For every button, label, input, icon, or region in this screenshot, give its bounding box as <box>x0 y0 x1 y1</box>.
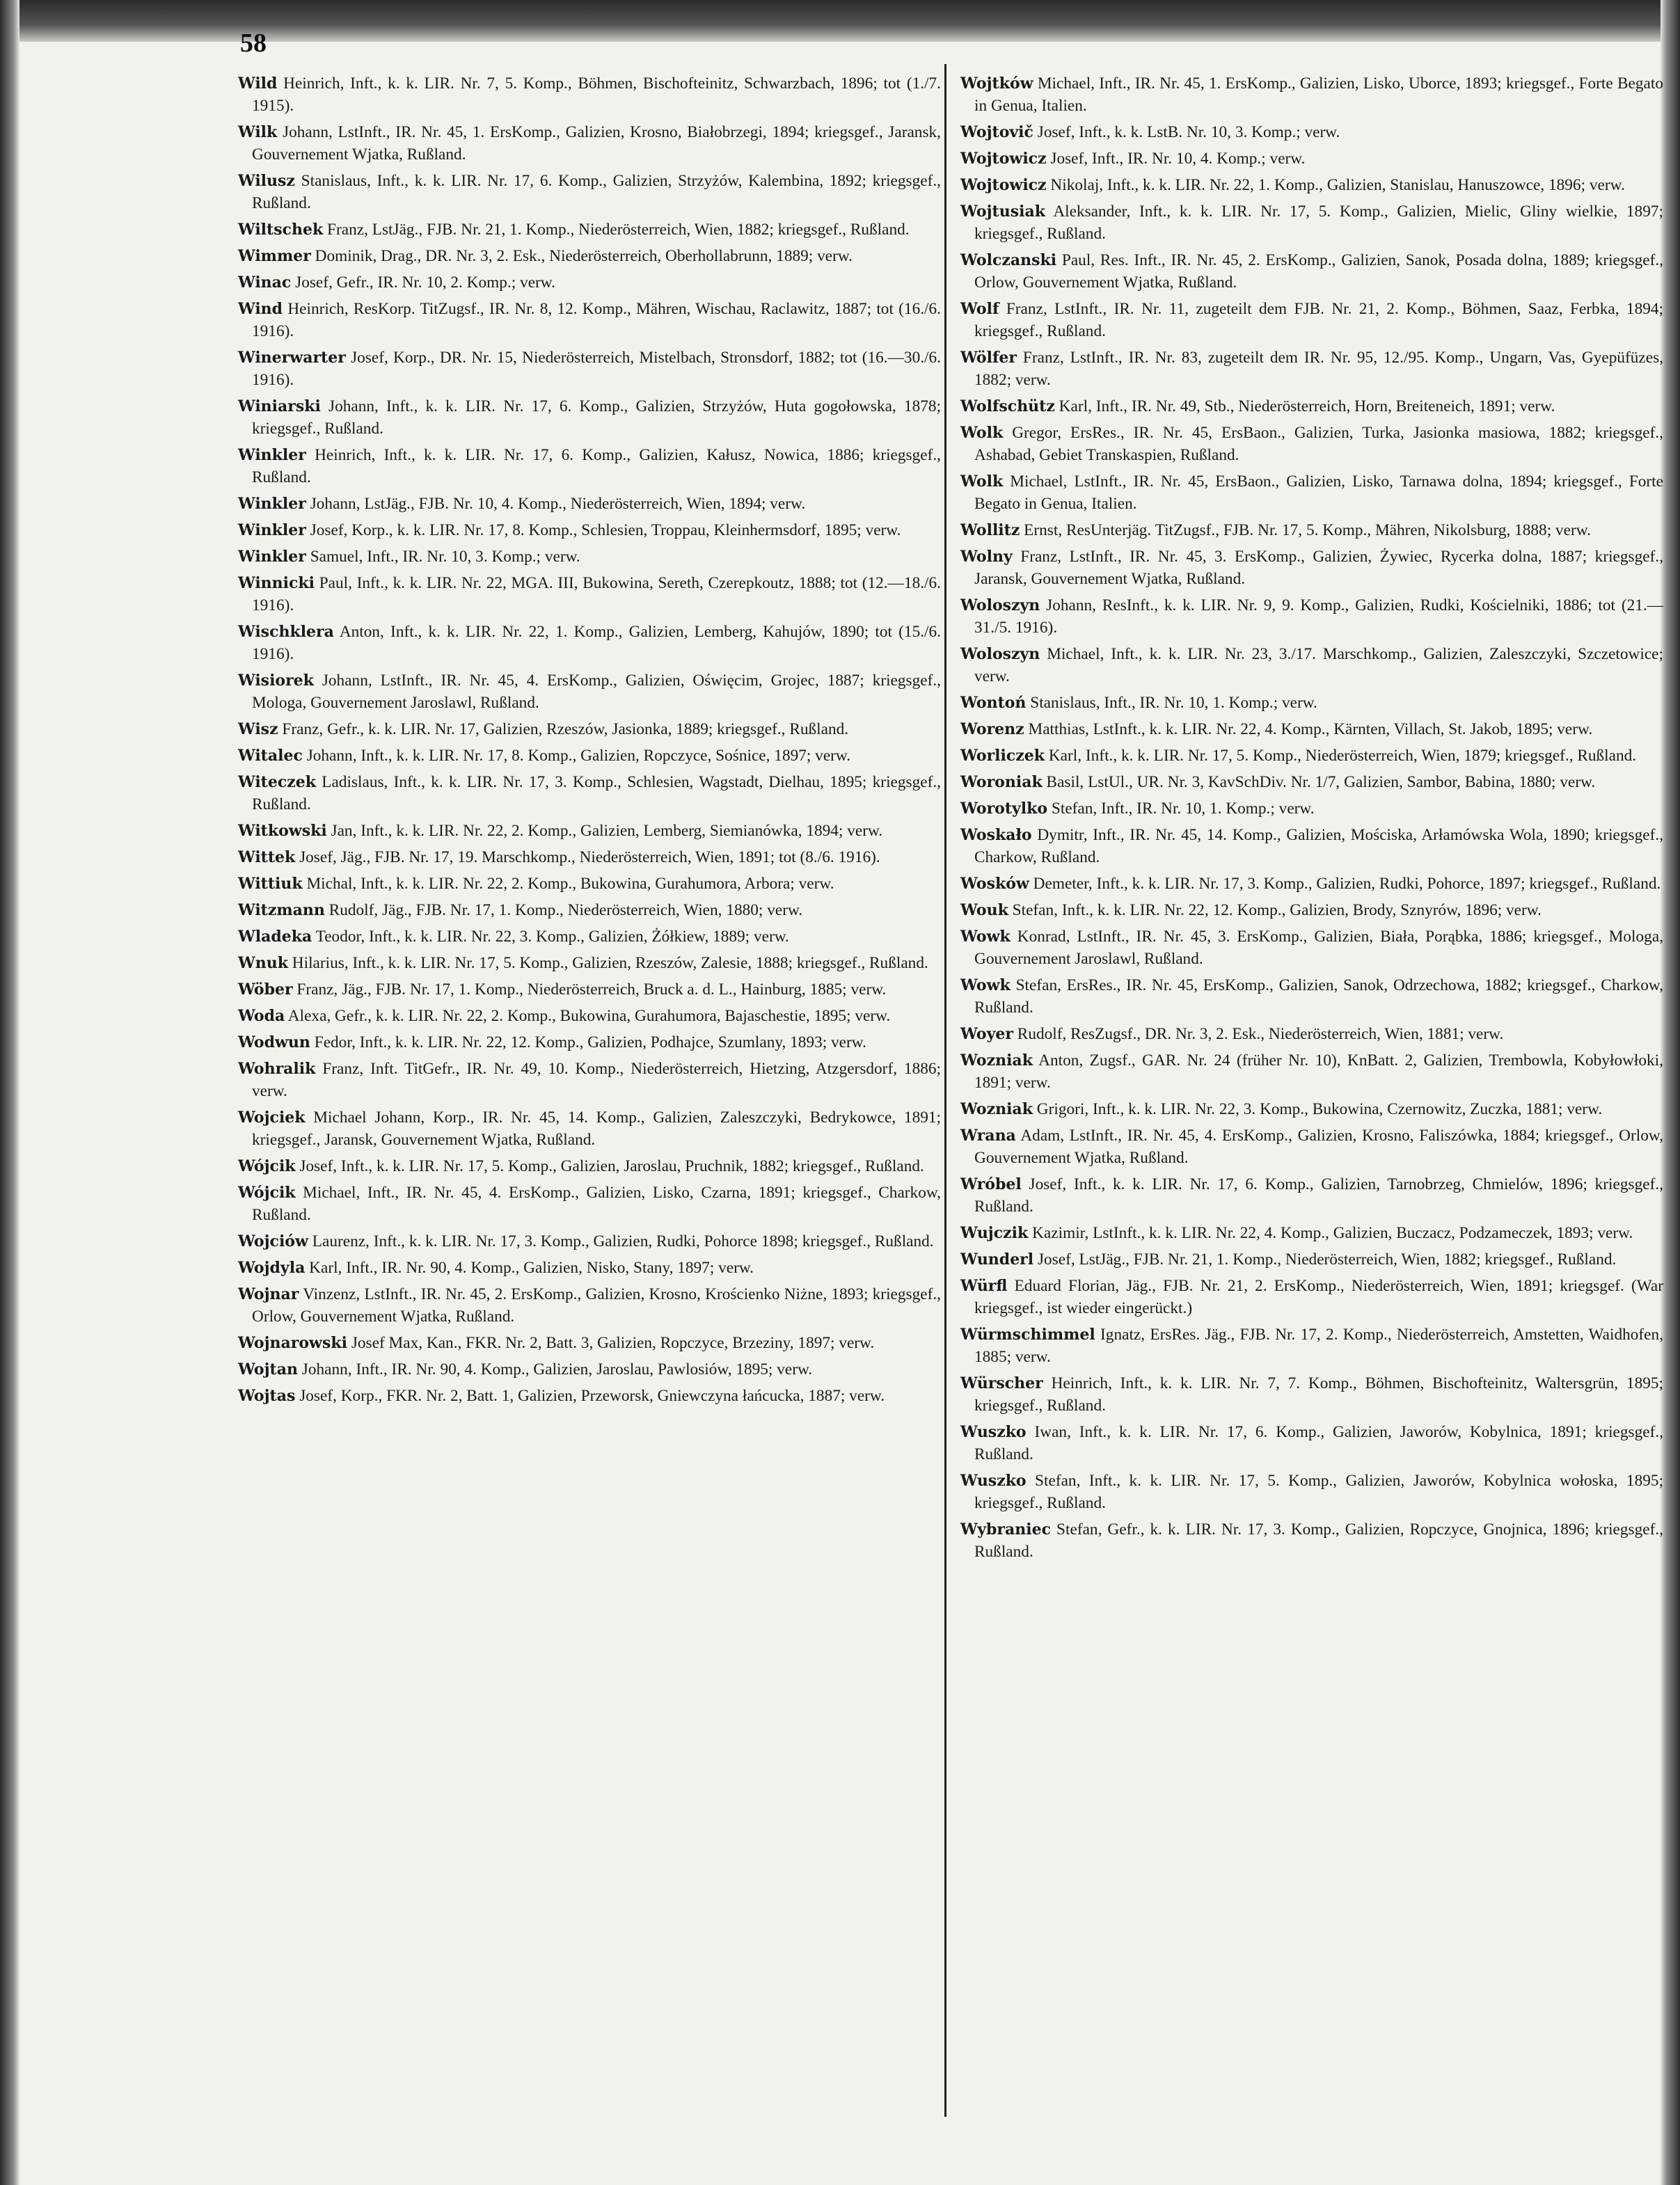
entry-details: Grigori, Inft., k. k. LIR. Nr. 22, 3. Komp., Bukowina, Czernowitz, Zuczka, 1881; verw. <box>1036 1100 1603 1118</box>
entry-details: Josef, Korp., k. k. LIR. Nr. 17, 8. Komp., Schlesien, Troppau, Kleinhermsdorf, 1895; verw. <box>310 521 901 539</box>
entry-surname: Winiarski <box>238 397 321 415</box>
list-entry <box>238 519 941 541</box>
entry-surname: Wojtas <box>238 1387 296 1405</box>
entry-surname: Witeczek <box>238 773 316 791</box>
entry-surname: Wojdyla <box>238 1259 306 1277</box>
entry-details: Heinrich, Inft., k. k. LIR. Nr. 7, 7. Komp., Böhmen, Bischofteinitz, Waltersgrün, 1895; kriegsgef., Rußland. <box>974 1374 1663 1415</box>
entry-details: Heinrich, Inft., k. k. LIR. Nr. 17, 6. Komp., Galizien, Kałusz, Nowica, 1886; kriegsgef., Rußland. <box>252 446 942 486</box>
entry-details: Josef, Gefr., IR. Nr. 10, 2. Komp.; verw. <box>295 273 555 292</box>
entry-details: Ernst, ResUnterjäg. TitZugsf., FJB. Nr. 17, 5. Komp., Mähren, Nikolsburg, 1888; verw. <box>1024 521 1591 539</box>
list-entry <box>238 121 941 166</box>
entry-surname: Wolf <box>960 300 999 318</box>
entry-surname: Wowk <box>960 928 1011 946</box>
list-entry <box>238 444 941 488</box>
list-entry <box>238 1332 941 1354</box>
list-entry <box>960 824 1663 868</box>
entry-surname: Wojnar <box>238 1285 299 1303</box>
list-entry <box>960 974 1663 1019</box>
entry-details: Heinrich, Inft., k. k. LIR. Nr. 7, 5. Komp., Böhmen, Bischofteinitz, Schwarzbach, 1896; tot (1./7. 1915). <box>252 74 942 115</box>
list-entry <box>960 899 1663 921</box>
entry-details: Hilarius, Inft., k. k. LIR. Nr. 17, 5. Komp., Galizien, Rzeszów, Zalesie, 1888; kriegsgef., Rußland. <box>292 954 928 972</box>
entry-surname: Wojtovič <box>960 123 1033 141</box>
list-entry <box>238 546 941 568</box>
entry-surname: Witkowski <box>238 822 327 840</box>
list-entry <box>960 1125 1663 1169</box>
entry-details: Josef, Korp., FKR. Nr. 2, Batt. 1, Galizien, Przeworsk, Gniewczyna łańcucka, 1887; verw. <box>299 1387 885 1405</box>
entry-details: Paul, Inft., k. k. LIR. Nr. 22, MGA. III, Bukowina, Sereth, Czerepkoutz, 1888; tot (12.—18./6. 1916). <box>252 574 941 614</box>
entry-surname: Wojciek <box>238 1109 306 1127</box>
entry-surname: Wolk <box>960 424 1004 442</box>
list-entry <box>960 771 1663 793</box>
list-entry <box>960 546 1663 590</box>
entry-details: Demeter, Inft., k. k. LIR. Nr. 17, 3. Komp., Galizien, Rudki, Pohorce, 1897; kriegsgef., Rußland. <box>1033 875 1661 893</box>
entry-surname: Wollitz <box>960 521 1020 539</box>
scan-border-right <box>1661 0 1680 2185</box>
list-entry <box>960 594 1663 639</box>
list-entry <box>960 148 1663 170</box>
entry-surname: Worotylko <box>960 800 1048 818</box>
entry-surname: Worenz <box>960 720 1024 738</box>
list-entry <box>960 470 1663 515</box>
list-entry <box>960 1324 1663 1368</box>
entry-details: Konrad, LstInft., IR. Nr. 45, 3. ErsKomp., Galizien, Biała, Porąbka, 1886; kriegsgef., Mologa, Gouvernement Jaroslawl, Rußland. <box>974 928 1663 968</box>
list-entry <box>238 1385 941 1407</box>
right-column <box>960 72 1663 1567</box>
entry-surname: Wojtusiak <box>960 202 1045 221</box>
entry-details: Franz, Jäg., FJB. Nr. 17, 1. Komp., Niederösterreich, Bruck a. d. L., Hainburg, 1885; verw. <box>296 980 887 999</box>
entry-details: Ignatz, ErsRes. Jäg., FJB. Nr. 17, 2. Komp., Niederösterreich, Amstetten, Waidhofen, 1885; verw. <box>974 1326 1663 1366</box>
entry-surname: Woda <box>238 1007 285 1025</box>
entry-details: Johann, Inft., k. k. LIR. Nr. 17, 6. Komp., Galizien, Strzyżów, Huta gogołowska, 1878; kriegsgef., Rußland. <box>252 397 941 438</box>
list-entry <box>960 745 1663 767</box>
entry-details: Josef, Jäg., FJB. Nr. 17, 19. Marschkomp., Niederösterreich, Wien, 1891; tot (8./6. 1916). <box>299 848 880 866</box>
list-entry <box>238 1230 941 1253</box>
entry-details: Franz, Gefr., k. k. LIR. Nr. 17, Galizien, Rzeszów, Jasionka, 1889; kriegsgef., Rußland. <box>282 720 849 738</box>
entry-details: Iwan, Inft., k. k. LIR. Nr. 17, 6. Komp., Galizien, Jaworów, Kobylnica, 1891; kriegsgef., Rußland. <box>974 1423 1664 1463</box>
entry-surname: Winerwarter <box>238 349 346 367</box>
list-entry <box>960 1098 1663 1120</box>
entry-surname: Wnuk <box>238 954 288 972</box>
entry-surname: Wybraniec <box>960 1520 1051 1539</box>
entry-surname: Wunderl <box>960 1250 1034 1269</box>
entry-details: Basil, LstUl., UR. Nr. 3, KavSchDiv. Nr. 1/7, Galizien, Sambor, Babina, 1880; verw. <box>1046 773 1596 791</box>
list-entry <box>960 1222 1663 1244</box>
entry-details: Franz, LstJäg., FJB. Nr. 21, 1. Komp., Niederösterreich, Wien, 1882; kriegsgef., Rußland. <box>327 221 910 239</box>
entry-surname: Wojciów <box>238 1232 308 1250</box>
entry-details: Franz, LstInft., IR. Nr. 83, zugeteilt dem IR. Nr. 95, 12./95. Komp., Ungarn, Vas, Gyepüfüzes, 1882; verw. <box>974 349 1663 389</box>
scan-border-left <box>0 0 19 2185</box>
entry-details: Franz, Inft. TitGefr., IR. Nr. 49, 10. Komp., Niederösterreich, Hietzing, Atzgersdorf, 1886; verw. <box>252 1060 942 1100</box>
entry-details: Josef, Inft., k. k. LIR. Nr. 17, 5. Komp., Galizien, Jaroslau, Pruchnik, 1882; kriegsgef., Rußland. <box>299 1157 924 1175</box>
list-entry <box>960 718 1663 740</box>
entry-details: Karl, Inft., IR. Nr. 90, 4. Komp., Galizien, Nisko, Stany, 1897; verw. <box>309 1259 754 1277</box>
entry-details: Josef, Inft., IR. Nr. 10, 4. Komp.; verw. <box>1050 150 1306 168</box>
list-entry <box>960 519 1663 541</box>
entry-details: Paul, Res. Inft., IR. Nr. 45, 2. ErsKomp., Galizien, Sanok, Posada dolna, 1889; kriegsgef., Orlow, Gouvernement Wjatka, Rußland. <box>974 251 1663 292</box>
entry-surname: Winnicki <box>238 574 315 592</box>
list-entry <box>960 121 1663 143</box>
list-entry <box>238 1358 941 1381</box>
list-entry <box>238 395 941 440</box>
list-entry <box>960 200 1663 245</box>
list-entry <box>238 846 941 868</box>
list-entry <box>238 1257 941 1279</box>
entry-details: Stefan, Inft., k. k. LIR. Nr. 17, 5. Komp., Galizien, Jaworów, Kobylnica wołoska, 1895; kriegsgef., Rußland. <box>974 1472 1663 1512</box>
entry-surname: Wowk <box>960 976 1011 994</box>
entry-surname: Wladeka <box>238 928 312 946</box>
list-entry <box>960 873 1663 895</box>
entry-details: Johann, Inft., k. k. LIR. Nr. 17, 8. Komp., Galizien, Ropczyce, Sośnice, 1897; verw. <box>306 747 851 765</box>
entry-surname: Wontoń <box>960 694 1027 712</box>
entry-surname: Wolczanski <box>960 251 1057 269</box>
entry-details: Teodor, Inft., k. k. LIR. Nr. 22, 3. Komp., Galizien, Żółkiew, 1889; verw. <box>315 928 789 946</box>
list-entry <box>238 1106 941 1151</box>
list-entry <box>960 1275 1663 1319</box>
entry-details: Michael, LstInft., IR. Nr. 45, ErsBaon., Galizien, Lisko, Tarnawa dolna, 1894; kriegsgef., Forte Begato in Genua, Italien. <box>974 472 1663 513</box>
entry-surname: Wouk <box>960 901 1008 919</box>
entry-surname: Wojtków <box>960 74 1033 93</box>
entry-surname: Wittek <box>238 848 296 866</box>
list-entry <box>960 395 1663 418</box>
entry-surname: Wittiuk <box>238 875 303 893</box>
column-divider <box>944 64 946 2117</box>
list-entry <box>238 952 941 974</box>
entry-details: Johann, ResInft., k. k. LIR. Nr. 9, 9. Komp., Galizien, Rudki, Kościelniki, 1886; tot (21.—31./5. 1916). <box>974 596 1663 637</box>
entry-details: Karl, Inft., IR. Nr. 49, Stb., Niederösterreich, Horn, Breiteneich, 1891; verw. <box>1059 397 1555 415</box>
list-entry <box>960 1049 1663 1094</box>
entry-details: Josef, Korp., DR. Nr. 15, Niederösterreich, Mistelbach, Stronsdorf, 1882; tot (16.—30./6. 1916). <box>252 349 941 389</box>
entry-details: Vinzenz, LstInft., IR. Nr. 45, 2. ErsKomp., Galizien, Krosno, Krościenko Niżne, 1893; kriegsgef., Orlow, Gouvernement Wjatka, Rußland. <box>252 1285 941 1326</box>
list-entry <box>238 245 941 267</box>
entry-surname: Wuszko <box>960 1472 1027 1490</box>
list-entry <box>238 925 941 948</box>
entry-surname: Wodwun <box>238 1033 310 1051</box>
list-entry <box>238 873 941 895</box>
entry-surname: Wimmer <box>238 247 311 265</box>
entry-surname: Wisiorek <box>238 672 314 690</box>
entry-surname: Wosków <box>960 875 1029 893</box>
entry-surname: Wisz <box>238 720 278 738</box>
list-entry <box>960 1023 1663 1045</box>
entry-details: Stefan, Inft., k. k. LIR. Nr. 22, 12. Komp., Galizien, Brody, Sznyrów, 1896; verw. <box>1012 901 1542 919</box>
list-entry <box>960 1421 1663 1465</box>
entry-surname: Wischklera <box>238 623 334 641</box>
entry-surname: Witalec <box>238 747 303 765</box>
entry-surname: Würfl <box>960 1277 1008 1295</box>
entry-details: Dominik, Drag., DR. Nr. 3, 2. Esk., Niederösterreich, Oberhollabrunn, 1889; verw. <box>315 247 853 265</box>
entry-surname: Wölfer <box>960 349 1017 367</box>
entry-surname: Wojtan <box>238 1360 298 1378</box>
entry-surname: Wiltschek <box>238 221 324 239</box>
entry-surname: Wuszko <box>960 1423 1027 1441</box>
list-entry <box>238 820 941 842</box>
entry-surname: Wojnarowski <box>238 1334 347 1352</box>
entry-surname: Wujczik <box>960 1224 1029 1242</box>
entry-details: Aleksander, Inft., k. k. LIR. Nr. 17, 5. Komp., Galizien, Mielic, Gliny wielkie, 1897; kriegsgef., Rußland. <box>974 202 1663 243</box>
page-number: 58 <box>240 29 267 58</box>
entry-details: Michael, Inft., IR. Nr. 45, 1. ErsKomp., Galizien, Lisko, Uborce, 1893; kriegsgef., Forte Begato in Genua, Italien. <box>974 74 1663 115</box>
entry-surname: Wrana <box>960 1127 1016 1145</box>
list-entry <box>238 978 941 1001</box>
entry-details: Michael Johann, Korp., IR. Nr. 45, 14. Komp., Galizien, Zaleszczyki, Bedrykowce, 1891; kriegsgef., Jaransk, Gouvernement Wjatka, Rußland. <box>252 1109 941 1149</box>
list-entry <box>960 1470 1663 1514</box>
list-entry <box>238 1283 941 1328</box>
entry-surname: Winkler <box>238 548 306 566</box>
entry-details: Heinrich, ResKorp. TitZugsf., IR. Nr. 8, 12. Komp., Mähren, Wischau, Raclawitz, 1887; tot (16./6. 1916). <box>252 300 941 340</box>
entry-surname: Wind <box>238 300 283 318</box>
entry-surname: Wozniak <box>960 1051 1033 1070</box>
entry-details: Adam, LstInft., IR. Nr. 45, 4. ErsKomp., Galizien, Krosno, Faliszówka, 1884; kriegsgef., Orlow, Gouvernement Wjatka, Rußland. <box>974 1127 1663 1167</box>
entry-details: Dymitr, Inft., IR. Nr. 45, 14. Komp., Galizien, Mościska, Arłamówska Wola, 1890; kriegsgef., Charkow, Rußland. <box>974 826 1663 866</box>
entry-surname: Wild <box>238 74 278 93</box>
entry-surname: Wöber <box>238 980 293 999</box>
entry-details: Rudolf, Jäg., FJB. Nr. 17, 1. Komp., Niederösterreich, Wien, 1880; verw. <box>328 901 803 919</box>
list-entry <box>960 1248 1663 1271</box>
entry-details: Fedor, Inft., k. k. LIR. Nr. 22, 12. Komp., Galizien, Podhajce, Szumlany, 1893; verw. <box>314 1033 866 1051</box>
entry-details: Stanislaus, Inft., IR. Nr. 10, 1. Komp.; verw. <box>1030 694 1317 712</box>
entry-details: Anton, Zugsf., GAR. Nr. 24 (früher Nr. 10), KnBatt. 2, Galizien, Trembowla, Kobyłowłoki, 1891; verw. <box>974 1051 1663 1092</box>
entry-surname: Wróbel <box>960 1175 1022 1193</box>
entry-details: Josef, Inft., k. k. LIR. Nr. 17, 6. Komp., Galizien, Tarnobrzeg, Chmielów, 1896; kriegsgef., Rußland. <box>974 1175 1663 1216</box>
entry-details: Michael, Inft., k. k. LIR. Nr. 23, 3./17. Marschkomp., Galizien, Zaleszczyki, Szczetowice; verw. <box>974 645 1663 685</box>
list-entry <box>238 72 941 117</box>
entry-details: Johann, Inft., IR. Nr. 90, 4. Komp., Galizien, Jaroslau, Pawlosiów, 1895; verw. <box>301 1360 813 1378</box>
list-entry <box>238 347 941 391</box>
entry-surname: Würmschimmel <box>960 1326 1095 1344</box>
list-entry <box>960 298 1663 342</box>
entry-details: Jan, Inft., k. k. LIR. Nr. 22, 2. Komp., Galizien, Lemberg, Siemianówka, 1894; verw. <box>331 822 883 840</box>
entry-surname: Wolk <box>960 472 1004 491</box>
entry-details: Johann, LstInft., IR. Nr. 45, 1. ErsKomp., Galizien, Krosno, Białobrzegi, 1894; kriegsgef., Jaransk, Gouvernement Wjatka, Rußland. <box>252 123 941 164</box>
list-entry <box>960 1518 1663 1563</box>
list-entry <box>238 669 941 714</box>
entry-details: Franz, LstInft., IR. Nr. 11, zugeteilt dem FJB. Nr. 21, 2. Komp., Böhmen, Saaz, Ferbka, 1894; kriegsgef., Rußland. <box>974 300 1663 340</box>
entry-details: Stefan, Gefr., k. k. LIR. Nr. 17, 3. Komp., Galizien, Ropczyce, Gnojnica, 1896; kriegsgef., Rußland. <box>974 1520 1663 1561</box>
list-entry <box>238 718 941 740</box>
entry-surname: Wohralik <box>238 1060 316 1078</box>
entry-details: Eduard Florian, Jäg., FJB. Nr. 21, 2. ErsKomp., Niederösterreich, Wien, 1891; kriegsgef. (War kriegsgef., ist wieder eingerückt.) <box>974 1277 1664 1317</box>
entry-details: Stefan, ErsRes., IR. Nr. 45, ErsKomp., Galizien, Sanok, Odrzechowa, 1882; kriegsgef., Charkow, Rußland. <box>974 976 1663 1017</box>
entry-surname: Wojtowicz <box>960 176 1047 194</box>
entry-surname: Würscher <box>960 1374 1043 1392</box>
list-entry <box>238 218 941 241</box>
list-entry <box>238 771 941 816</box>
entry-details: Alexa, Gefr., k. k. LIR. Nr. 22, 2. Komp., Bukowina, Gurahumora, Bajaschestie, 1895; verw. <box>287 1007 891 1025</box>
entry-surname: Wilk <box>238 123 278 141</box>
list-entry <box>238 1182 941 1226</box>
entry-details: Michal, Inft., k. k. LIR. Nr. 22, 2. Komp., Bukowina, Gurahumora, Arbora; verw. <box>306 875 834 893</box>
entry-surname: Woskało <box>960 826 1032 844</box>
list-entry <box>960 347 1663 391</box>
entry-details: Josef, Inft., k. k. LstB. Nr. 10, 3. Komp.; verw. <box>1037 123 1340 141</box>
list-entry <box>960 249 1663 294</box>
entry-surname: Woloszyn <box>960 596 1040 614</box>
entry-surname: Wójcik <box>238 1184 296 1202</box>
list-entry <box>960 1173 1663 1218</box>
entry-surname: Woroniak <box>960 773 1043 791</box>
list-entry <box>960 72 1663 117</box>
entry-details: Matthias, LstInft., k. k. LIR. Nr. 22, 4. Komp., Kärnten, Villach, St. Jakob, 1895; verw. <box>1028 720 1593 738</box>
entry-surname: Winkler <box>238 521 306 539</box>
list-entry <box>238 745 941 767</box>
list-entry <box>960 692 1663 714</box>
list-entry <box>238 621 941 665</box>
entry-details: Stefan, Inft., IR. Nr. 10, 1. Komp.; verw. <box>1051 800 1315 818</box>
entry-details: Ladislaus, Inft., k. k. LIR. Nr. 17, 3. Komp., Schlesien, Wagstadt, Dielhau, 1895; kriegsgef., Rußland. <box>252 773 941 813</box>
entry-surname: Wójcik <box>238 1157 296 1175</box>
list-entry <box>238 899 941 921</box>
entry-surname: Wolny <box>960 548 1013 566</box>
entry-surname: Wolfschütz <box>960 397 1055 415</box>
entry-details: Anton, Inft., k. k. LIR. Nr. 22, 1. Komp., Galizien, Lemberg, Kahujów, 1890; tot (15./6. 1916). <box>252 623 941 663</box>
entry-details: Franz, LstInft., IR. Nr. 45, 3. ErsKomp., Galizien, Żywiec, Rycerka dolna, 1887; kriegsgef., Jaransk, Gouvernement Wjatka, Rußland. <box>974 548 1663 588</box>
list-entry <box>238 1031 941 1054</box>
entry-surname: Woloszyn <box>960 645 1040 663</box>
entry-details: Josef, LstJäg., FJB. Nr. 21, 1. Komp., Niederösterreich, Wien, 1882; kriegsgef., Rußland. <box>1037 1250 1617 1269</box>
list-entry <box>960 422 1663 466</box>
list-entry <box>238 170 941 214</box>
entry-details: Laurenz, Inft., k. k. LIR. Nr. 17, 3. Komp., Galizien, Rudki, Pohorce 1898; kriegsgef., Rußland. <box>312 1232 934 1250</box>
entry-surname: Winkler <box>238 495 306 513</box>
entry-details: Johann, LstJäg., FJB. Nr. 10, 4. Komp., Niederösterreich, Wien, 1894; verw. <box>310 495 806 513</box>
entry-details: Samuel, Inft., IR. Nr. 10, 3. Komp.; verw. <box>310 548 580 566</box>
entry-details: Stanislaus, Inft., k. k. LIR. Nr. 17, 6. Komp., Galizien, Strzyżów, Kalembina, 1892; kriegsgef., Rußland. <box>252 172 941 212</box>
entry-details: Michael, Inft., IR. Nr. 45, 4. ErsKomp., Galizien, Lisko, Czarna, 1891; kriegsgef., Charkow, Rußland. <box>252 1184 941 1224</box>
entry-details: Kazimir, LstInft., k. k. LIR. Nr. 22, 4. Komp., Galizien, Buczacz, Podzameczek, 1893; verw. <box>1032 1224 1633 1242</box>
list-entry <box>960 174 1663 196</box>
entry-surname: Worliczek <box>960 747 1045 765</box>
entry-details: Gregor, ErsRes., IR. Nr. 45, ErsBaon., Galizien, Turka, Jasionka masiowa, 1882; kriegsgef., Ashabad, Gebiet Transkaspien, Rußland. <box>974 424 1663 464</box>
entry-surname: Winac <box>238 273 292 292</box>
entry-surname: Wojtowicz <box>960 150 1047 168</box>
list-entry <box>960 1372 1663 1417</box>
list-entry <box>238 572 941 617</box>
list-entry <box>238 493 941 515</box>
entry-surname: Wilusz <box>238 172 295 190</box>
list-entry <box>238 1058 941 1102</box>
list-entry <box>960 797 1663 820</box>
list-entry <box>238 271 941 294</box>
entry-surname: Wozniak <box>960 1100 1033 1118</box>
entry-details: Johann, LstInft., IR. Nr. 45, 4. ErsKomp., Galizien, Oświęcim, Grojec, 1887; kriegsgef., Mologa, Gouvernement Jaroslawl, Rußland. <box>252 672 941 712</box>
entry-details: Rudolf, ResZugsf., DR. Nr. 3, 2. Esk., Niederösterreich, Wien, 1881; verw. <box>1017 1025 1504 1043</box>
entry-details: Nikolaj, Inft., k. k. LIR. Nr. 22, 1. Komp., Galizien, Stanislau, Hanuszowce, 1896; verw. <box>1050 176 1625 194</box>
entry-details: Josef Max, Kan., FKR. Nr. 2, Batt. 3, Galizien, Ropczyce, Brzeziny, 1897; verw. <box>351 1334 875 1352</box>
list-entry <box>960 643 1663 688</box>
list-entry <box>238 298 941 342</box>
left-column <box>238 72 941 1411</box>
entry-details: Karl, Inft., k. k. LIR. Nr. 17, 5. Komp., Niederösterreich, Wien, 1879; kriegsgef., Rußland. <box>1048 747 1637 765</box>
entry-surname: Winkler <box>238 446 306 464</box>
list-entry <box>960 925 1663 970</box>
entry-surname: Witzmann <box>238 901 325 919</box>
entry-surname: Woyer <box>960 1025 1013 1043</box>
list-entry <box>238 1005 941 1027</box>
list-entry <box>238 1155 941 1177</box>
